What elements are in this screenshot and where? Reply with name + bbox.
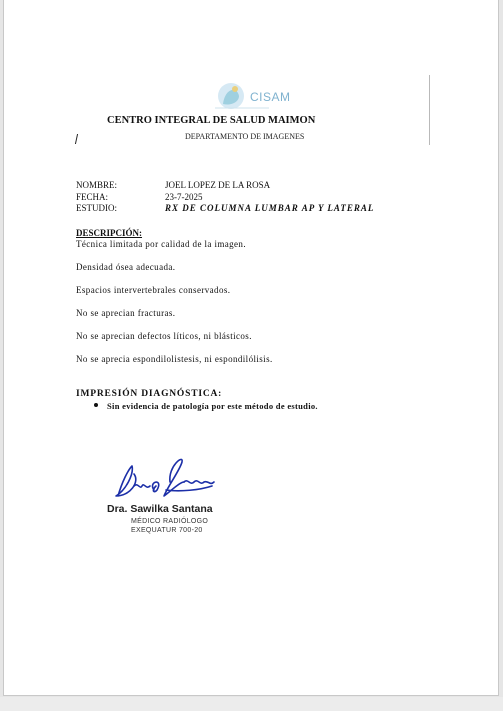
name-label: NOMBRE:: [76, 180, 118, 190]
name-value: JOEL LOPEZ DE LA ROSA: [165, 180, 271, 190]
description-line: Técnica limitada por calidad de la imagen.: [76, 239, 246, 249]
divider: [429, 75, 430, 145]
text-cursor: [75, 134, 78, 144]
department-name: DEPARTAMENTO DE IMAGENES: [185, 132, 305, 141]
description-line: Espacios intervertebrales conservados.: [76, 285, 231, 295]
logo-text: CISAM: [250, 90, 291, 104]
doctor-exequatur: EXEQUATUR 700-20: [131, 527, 203, 534]
doctor-role: MÉDICO RADIÓLOGO: [131, 518, 209, 525]
description-line: No se aprecian defectos líticos, ni blásticos.: [76, 331, 252, 341]
description-line: No se aprecia espondilolistesis, ni espondilólisis.: [76, 354, 273, 364]
impression-item: Sin evidencia de patología por este método de estudio.: [107, 401, 318, 411]
study-value: RX DE COLUMNA LUMBAR AP Y LATERAL: [165, 203, 375, 213]
description-line: No se aprecian fracturas.: [76, 308, 176, 318]
document-page: [3, 0, 499, 696]
org-name: CENTRO INTEGRAL DE SALUD MAIMON: [107, 115, 316, 126]
bullet-icon: [94, 403, 98, 407]
description-heading: DESCRIPCIÓN:: [76, 228, 143, 238]
date-label: FECHA:: [76, 192, 109, 202]
date-value: 23-7-2025: [165, 192, 203, 202]
signature-icon: [110, 452, 220, 504]
workspace-background: [0, 697, 503, 711]
impression-heading: IMPRESIÓN DIAGNÓSTICA:: [76, 389, 223, 399]
doctor-name: Dra. Sawilka Santana: [107, 503, 213, 515]
study-label: ESTUDIO:: [76, 203, 117, 213]
description-line: Densidad ósea adecuada.: [76, 262, 176, 272]
